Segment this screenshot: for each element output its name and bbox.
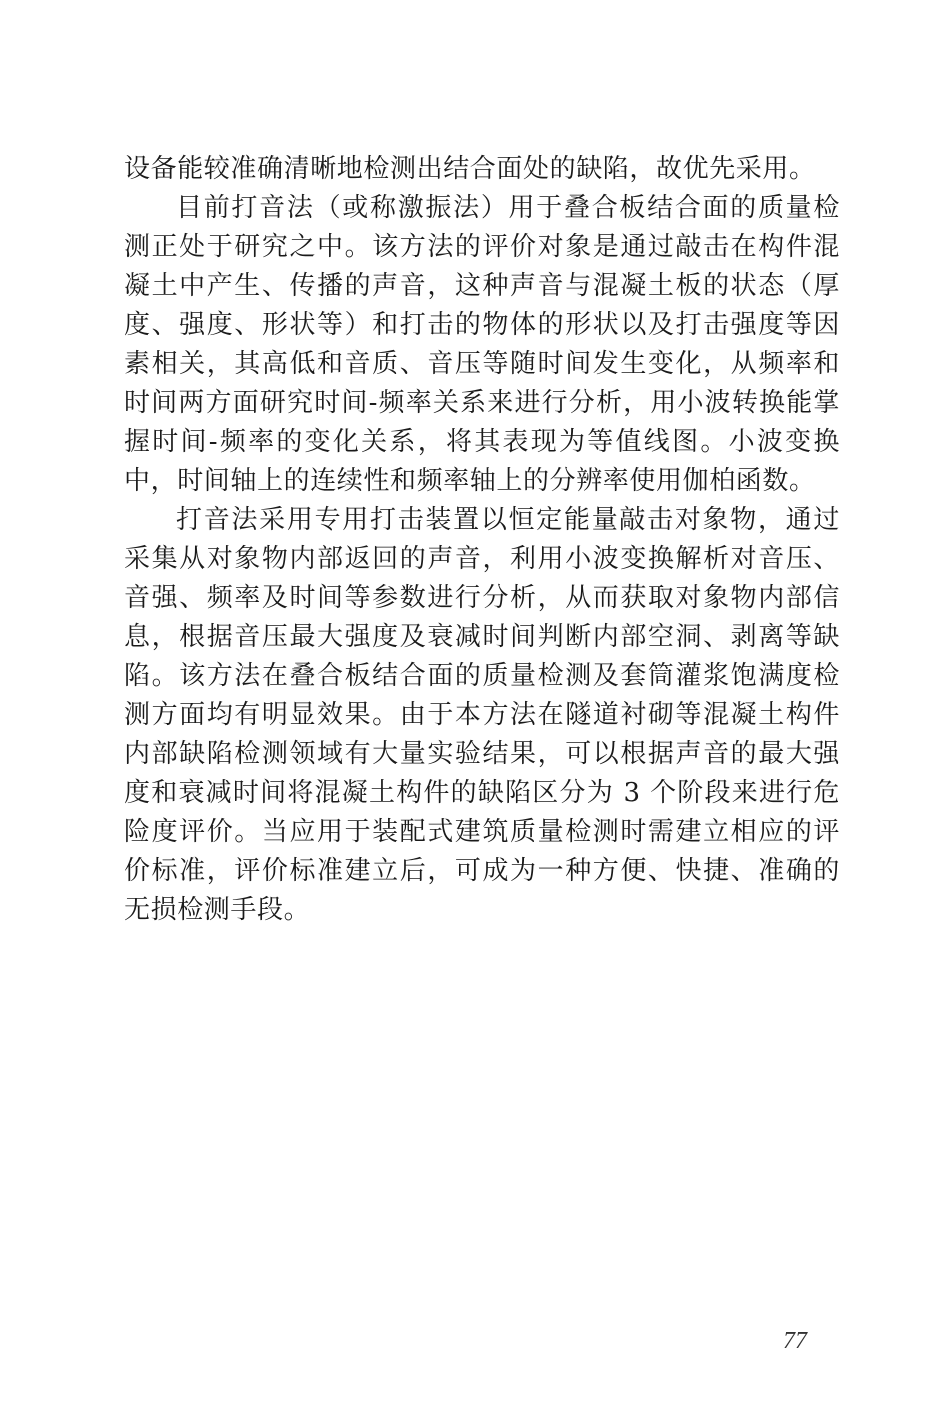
paragraph-continuation: 设备能较准确清晰地检测出结合面处的缺陷，故优先采用。 [124,154,816,184]
paragraph-percussion-method-intro: 目前打音法（或称激振法）用于叠合板结合面的质量检测正处于研究之中。该方法的评价对象是通过敲击在构件混凝土中产生、传播的声音，这种声音与混凝土板的状态（厚度、强度、形状等）和打击的物体的形状以及打击强度等因素相关，其高低和音质、音压等随时间发生变化，从频率和时间两方面研究时间-频率关系来进行分析，用小波转换能掌握时间-频率的变化关系，将其表现为等值线图。小波变换中，时间轴上的连续性和频率轴上的分辨率使用伽柏函数。 [124,193,840,496]
paragraph-percussion-method-application: 打音法采用专用打击装置以恒定能量敲击对象物，通过采集从对象物内部返回的声音，利用小波变换解析对音压、音强、频率及时间等参数进行分析，从而获取对象物内部信息，根据音压最大强度及衰减时间判断内部空洞、剥离等缺陷。该方法在叠合板结合面的质量检测及套筒灌浆饱满度检测方面均有明显效果。由于本方法在隧道衬砌等混凝土构件内部缺陷检测领域有大量实验结果，可以根据声音的最大强度和衰减时间将混凝土构件的缺陷区分为 3 个阶段来进行危险度评价。当应用于装配式建筑质量检测时需建立相应的评价标准，评价标准建立后，可成为一种方便、快捷、准确的无损检测手段。 [124,505,840,925]
page-number: 77 [783,1328,807,1354]
body-text [124,150,840,930]
